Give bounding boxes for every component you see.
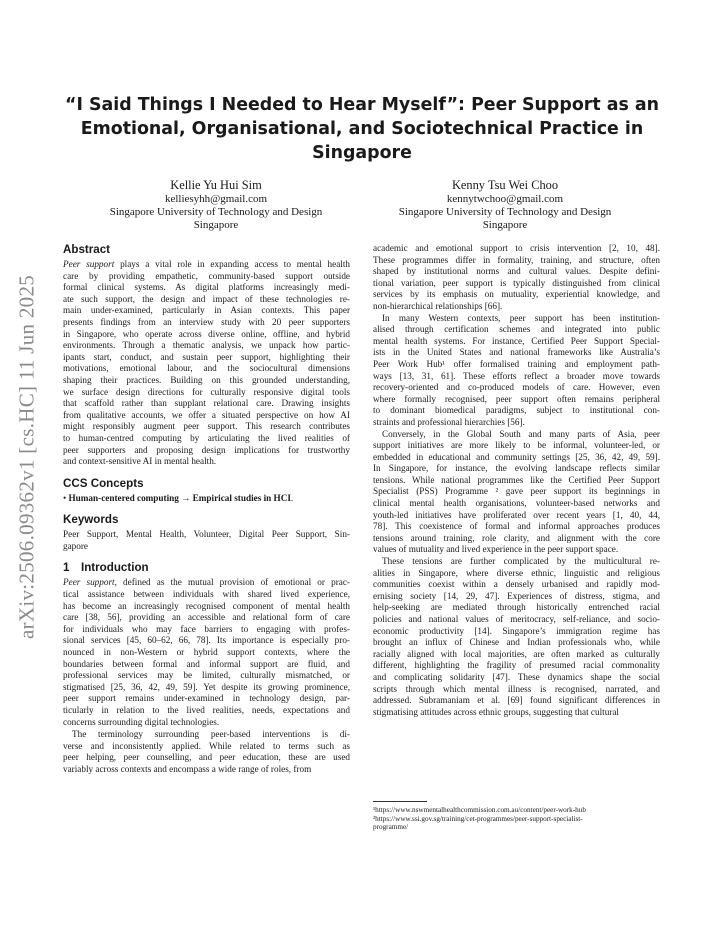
text-line: In many Western contexts, peer support has been institution-	[382, 312, 660, 323]
arxiv-stamp	[2, 262, 52, 652]
text-line: nounced in non-Western or hybrid support contexts, where the	[63, 647, 350, 658]
body-paragraph	[373, 556, 660, 718]
body-paragraph	[373, 313, 660, 429]
text-line: ipants start, conduct, and sustain peer support, highlighting their	[63, 351, 350, 362]
text-line: presents findings from an interview study with 20 peer supporters	[63, 316, 350, 327]
ccs-concepts	[63, 493, 350, 505]
text-line: to dominant biomedical paradigms, subject to institutional con-	[373, 405, 660, 416]
text-line: scripts through which mental illness is recognised, narrated, and	[373, 683, 660, 694]
text-line: that scaffold rather than supplant relational care. Drawing insights	[63, 398, 350, 409]
text-line: economic productivity [14]. Singapore’s immigration regime has	[373, 625, 660, 636]
text-line: has become an increasingly recognised component of mental health	[63, 600, 350, 611]
text-line: help-seeking are mediated through historically entrenched racial	[373, 602, 660, 613]
body-paragraph	[373, 429, 660, 557]
arxiv-stamp-text: arXiv:2506.09362v1 [cs.HC] 11 Jun 2025	[14, 274, 39, 640]
text-line: motivations, emotional labour, and the sociocultural dimensions	[63, 363, 350, 374]
section-heading	[63, 561, 350, 574]
text-line: and context-sensitive AI in mental health.	[63, 456, 217, 467]
text-line: communities coexist within a densely urbanised and rapidly mod-	[373, 579, 660, 590]
text-line: values of mutuality and lived experience in the peer support space.	[373, 544, 619, 555]
author-location: Singapore	[482, 219, 528, 232]
section-number: 1	[63, 561, 70, 575]
author-email: kelliesyhh@gmail.com	[164, 192, 268, 205]
author-block	[66, 178, 366, 233]
paper-title	[62, 93, 662, 165]
text-line: Peer Support, Mental Health, Volunteer, Digital Peer Support, Sin-	[63, 529, 350, 540]
author-email: kennytwchoo@gmail.com	[446, 192, 564, 205]
text-line: formal clinical systems. As digital platforms increasingly medi-	[63, 282, 350, 293]
text-line: ists in the United States and national frameworks like Australia’s	[373, 347, 660, 358]
author-location: Singapore	[193, 219, 239, 232]
text-line: environments. Through a thematic analysis, we unpack how partic-	[63, 340, 350, 351]
text-line: shaping their practices. Building on this grounded understanding,	[63, 374, 350, 385]
abstract-heading: Abstract	[63, 243, 111, 256]
footnote: ¹https://www.nswmentalhealthcommission.com.au/content/peer-work-hub	[373, 806, 586, 814]
author-name: Kellie Yu Hui Sim	[170, 178, 262, 192]
text-line: 78]. This coexistence of formal and informal approaches produces	[373, 521, 660, 532]
ccs-concept: Empirical studies in HCI	[192, 492, 291, 503]
footnote: ²https://www.ssi.gov.sg/training/cet-programmes/peer-support-specialist-	[373, 814, 583, 823]
text-line: stigmatising attitudes across ethnic groups, suggesting that cultural	[373, 706, 619, 717]
text-line: tensions. While national programmes like the Certified Peer Support	[373, 474, 660, 485]
text-line: gapore	[63, 540, 88, 551]
text-line: policies and national values of meritocracy, self-reliance, and socio-	[373, 614, 660, 624]
text-line: boundaries between formal and informal support are fluid, and	[63, 658, 350, 669]
text-line: Peer support plays a vital role in expanding access to mental health	[63, 259, 351, 269]
text-line: professional services may be limited, culturally mismatched, or	[63, 670, 350, 681]
text-line: tional variation, peer support is typically distinguished from clinical	[373, 277, 660, 288]
text-line: ways [13, 31, 61]. These efforts reflect a broader move towards	[373, 370, 660, 381]
text-line: academic and emotional support to crisis intervention [2, 10, 48].	[373, 243, 660, 253]
section-title: Introduction	[81, 561, 149, 575]
text-line: for individuals who may face barriers to engaging with profes-	[63, 623, 350, 634]
text-line: to human-centred computing by articulating the lived realities of	[63, 432, 350, 443]
text-line: care [38, 56], providing an accessible and relational form of care	[63, 612, 350, 623]
text-line: These programmes differ in formality, training, and structure, often	[373, 254, 660, 265]
text-line: recovery-oriented and co-produced models of care. However, even	[373, 382, 660, 393]
text-line: from qualitative accounts, we offer a situated perspective on how AI	[63, 409, 350, 420]
text-line: alities in Singapore, where diverse ethnic, linguistic and religious	[373, 567, 660, 578]
text-line: tensions around training, role clarity, and alignment with the core	[373, 532, 660, 543]
text-line: and complicating solidarity [47]. These dynamics shape the social	[373, 671, 660, 682]
paper-title-line: Singapore	[312, 143, 412, 163]
keywords-text	[63, 529, 350, 552]
text-line: stigmatised [25, 36, 42, 49, 59]. Yet despite its growing prominence,	[63, 681, 350, 692]
ccs-suffix: .	[290, 492, 294, 503]
ccs-arrow: →	[178, 492, 193, 503]
intro-paragraph	[63, 577, 350, 728]
text-line: peer supporters and proposing design implications for trustworthy	[63, 444, 350, 455]
author-block	[355, 178, 655, 233]
text-line: Specialist (PSS) Programme ² gave peer support its beginnings in	[373, 486, 660, 497]
footnotes	[373, 801, 660, 832]
text-line: care by providing empathetic, community-based support outside	[63, 270, 350, 281]
keywords-heading: Keywords	[63, 513, 119, 527]
author-affiliation: Singapore University of Technology and Design	[398, 206, 612, 218]
text-line: straints and professional hierarchies [56].	[373, 416, 525, 427]
text-line: variably across contexts and encompass a wide range of roles, from	[63, 763, 312, 774]
text-line: These tensions are further complicated by the multicultural re-	[382, 556, 660, 567]
text-line: Peer Work Hub¹ offer formalised training and employment path-	[373, 358, 660, 369]
text-line: Conversely, in the Global South and many parts of Asia, peer	[382, 428, 660, 439]
right-column	[373, 243, 660, 718]
paper-title-line: “I Said Things I Needed to Hear Myself”: Peer Support as an	[65, 95, 659, 115]
abstract-text	[63, 259, 350, 468]
ccs-heading: CCS Concepts	[63, 476, 144, 490]
text-line: clinical mental health organisations, volunteer-based networks and	[373, 498, 660, 509]
text-line: ernising society [14, 29, 47]. Experiences of distress, stigma, and	[373, 590, 660, 601]
author-affiliation: Singapore University of Technology and Design	[109, 206, 323, 218]
ccs-bullet: •	[63, 492, 69, 503]
text-line: In Singapore, for instance, the evolving landscape reflects similar	[373, 463, 660, 474]
text-line: peer helping, peer counselling, and peer education, these are used	[63, 752, 350, 763]
text-line: shaped by institutional norms and cultural values. Despite defini-	[373, 266, 660, 277]
text-line: peer support remains under-examined in technology design, par-	[63, 693, 350, 704]
text-line: Peer support, defined as the mutual provision of emotional or prac-	[63, 577, 350, 588]
text-line: non-hierarchical relationships [66].	[373, 300, 503, 311]
text-line: mental health systems. For instance, Certified Peer Support Special-	[373, 335, 660, 346]
footnote-rule	[373, 801, 427, 802]
author-name: Kenny Tsu Wei Choo	[451, 178, 559, 192]
left-column	[63, 243, 350, 776]
text-line: we surface design directions for culturally responsive digital tools	[63, 386, 350, 397]
text-line: verse and inconsistently applied. While related to terms such as	[63, 740, 350, 751]
paper-title-line: Emotional, Organisational, and Sociotechnical Practice in	[80, 119, 644, 139]
text-line: different, highlighting the fragility of presumed racial commonality	[373, 660, 660, 671]
text-line: services by its emphasis on mutuality, experiential knowledge, and	[373, 289, 660, 300]
text-line: ticularly in relation to the lived realities, needs, expectations and	[63, 705, 350, 715]
text-line: sional services [45, 60–62, 66, 78]. Its importance is especially pro-	[63, 635, 350, 646]
text-line: concerns surrounding digital technologies.	[63, 716, 220, 727]
text-line: addressed. Subramaniam et al. [69] found significant differences in	[373, 695, 660, 706]
ccs-concept: Human-centered computing	[68, 492, 179, 503]
text-line: tical assistance between individuals with shared lived experience,	[63, 589, 350, 600]
text-line: in Singapore, who operate across diverse online, offline, and hybrid	[63, 328, 350, 339]
text-line: embedded in educational and community settings [25, 36, 42, 49, 59].	[373, 451, 660, 462]
text-line: ate such support, the design and impact of these technologies re-	[63, 293, 350, 304]
text-line: main under-examined, particularly in Asian contexts. This paper	[63, 305, 350, 316]
text-line: youth-led initiatives have proliferated over recent years [1, 40, 44,	[373, 509, 660, 520]
text-line: brought an influx of Chinese and Indian professionals who, while	[373, 637, 660, 648]
text-line: alised through certification schemes and integrated into public	[373, 324, 660, 335]
text-line: The terminology surrounding peer-based interventions is di-	[72, 729, 350, 740]
footnote: programme/	[373, 823, 409, 832]
text-line: where formally recognised, peer support often remains peripheral	[373, 393, 660, 404]
text-line: racially aligned with local majorities, are often marked as culturally	[373, 648, 660, 659]
text-line: support initiatives are more likely to be informal, volunteer-led, or	[373, 440, 660, 451]
text-line: might responsibly augment peer support. This research contributes	[63, 421, 350, 432]
body-paragraph	[373, 243, 660, 313]
intro-paragraph	[63, 729, 350, 775]
